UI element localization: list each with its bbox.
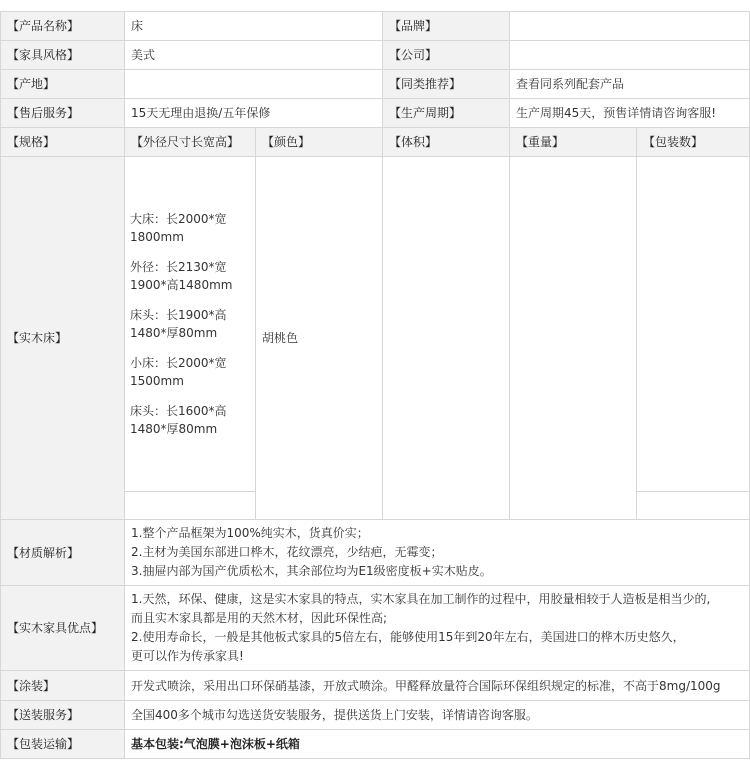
bed-size-line: 床头：长1600*高1480*厚80mm — [130, 404, 227, 436]
value-brand — [510, 12, 750, 41]
material-line: 1.整个产品框架为100%纯实木，货真价实； — [131, 526, 369, 540]
advantages-line: 更可以作为传承家具! — [131, 649, 244, 663]
row-product-name — [1, 12, 750, 41]
row-delivery — [1, 701, 750, 730]
bed-size-line: 外径：长2130*宽1900*高1480mm — [130, 260, 233, 292]
value-product-name: 床 — [125, 12, 383, 41]
value-packing: 基本包装:气泡膜+泡沫板+纸箱 — [125, 730, 750, 759]
row-style — [1, 41, 750, 70]
label-coating: 【涂装】 — [1, 671, 125, 701]
label-packing: 【包装运输】 — [1, 730, 125, 759]
bed-sizes-extra-cell — [125, 492, 256, 520]
value-advantages — [125, 586, 750, 671]
bed-weight-cell — [510, 157, 637, 520]
label-advantages: 【实木家具优点】 — [1, 586, 125, 671]
bed-color-cell: 胡桃色 — [256, 157, 383, 520]
label-material: 【材质解析】 — [1, 520, 125, 586]
row-material — [1, 520, 750, 586]
value-coating: 开发式喷涂，采用出口环保硝基漆，开放式喷涂。甲醛释放量符合国际环保组织规定的标准，不高于8mg/100g — [125, 671, 750, 701]
advantages-line: 1.天然，环保、健康，这是实木家具的特点，实木家具在加工制作的过程中，用胶量相较于人造板是相当少的, — [131, 592, 711, 606]
value-similar[interactable]: 查看同系列配套产品 — [510, 70, 750, 99]
value-origin — [125, 70, 383, 99]
row-advantages — [1, 586, 750, 671]
spec-header-row — [1, 128, 750, 157]
row-coating — [1, 671, 750, 701]
label-cycle: 【生产周期】 — [383, 99, 510, 128]
label-bed: 【实木床】 — [1, 157, 125, 520]
advantages-line: 2.使用寿命长，一般是其他板式家具的5倍左右，能够使用15年到20年左右，美国进口的桦木历史悠久， — [131, 630, 685, 644]
value-after-sales: 15天无理由退换/五年保修 — [125, 99, 383, 128]
header-size: 【外径尺寸长宽高】 — [125, 128, 256, 157]
bed-packages-cell — [637, 157, 750, 492]
label-product-name: 【产品名称】 — [1, 12, 125, 41]
bed-sizes-cell — [125, 157, 256, 492]
material-line: 2.主材为美国东部进口桦木，花纹漂亮，少结疤，无霉变； — [131, 545, 443, 559]
header-volume: 【体积】 — [383, 128, 510, 157]
value-company — [510, 41, 750, 70]
row-packing — [1, 730, 750, 759]
bed-packages-extra-cell — [637, 492, 750, 520]
bed-size-line: 床头：长1900*高1480*厚80mm — [130, 308, 227, 340]
label-brand: 【品牌】 — [383, 12, 510, 41]
row-after-sales — [1, 99, 750, 128]
bed-volume-cell — [383, 157, 510, 520]
bed-size-line: 小床：长2000*宽1500mm — [130, 356, 227, 388]
label-similar: 【同类推荐】 — [383, 70, 510, 99]
header-spec: 【规格】 — [1, 128, 125, 157]
label-company: 【公司】 — [383, 41, 510, 70]
header-weight: 【重量】 — [510, 128, 637, 157]
value-cycle: 生产周期45天，预售详情请咨询客服! — [510, 99, 750, 128]
bed-size-line: 大床：长2000*宽1800mm — [130, 212, 227, 244]
row-bed-main — [1, 157, 750, 492]
advantages-line: 而且实木家具都是用的天然木材，因此环保性高; — [131, 611, 388, 625]
label-delivery: 【送装服务】 — [1, 701, 125, 730]
value-style: 美式 — [125, 41, 383, 70]
header-color: 【颜色】 — [256, 128, 383, 157]
header-packages: 【包装数】 — [637, 128, 750, 157]
label-style: 【家具风格】 — [1, 41, 125, 70]
material-line: 3.抽屉内部为国产优质松木，其余部位均为E1级密度板+实木贴皮。 — [131, 564, 492, 578]
label-after-sales: 【售后服务】 — [1, 99, 125, 128]
row-origin — [1, 70, 750, 99]
label-origin: 【产地】 — [1, 70, 125, 99]
product-spec-table — [0, 11, 750, 759]
value-delivery: 全国400多个城市勾选送货安装服务，提供送货上门安装，详情请咨询客服。 — [125, 701, 750, 730]
value-material — [125, 520, 750, 586]
